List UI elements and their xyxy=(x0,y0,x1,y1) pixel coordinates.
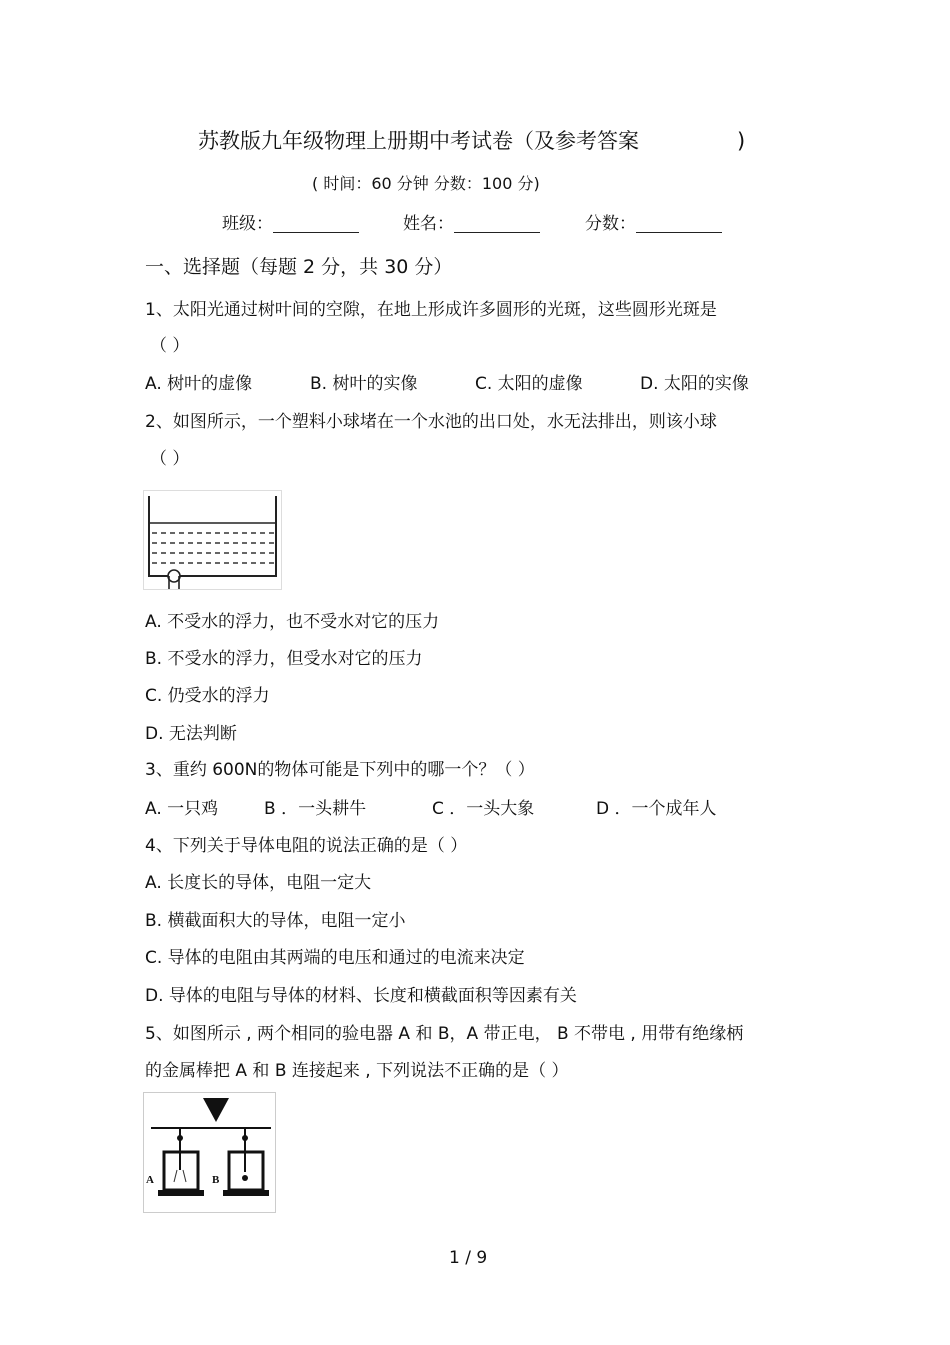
class-field xyxy=(222,214,359,233)
name-label: 姓名： xyxy=(403,214,454,234)
q1-option-b: B. 树叶的实像 xyxy=(310,374,418,394)
q3-option-d: D ．一个成年人 xyxy=(596,799,717,819)
water-tank-figure xyxy=(143,490,282,590)
q4-option-d: D. 导体的电阻与导体的材料、长度和横截面积等因素有关 xyxy=(145,986,577,1006)
electroscope-figure xyxy=(143,1092,276,1213)
q2-stem: 2、如图所示，一个塑料小球堵在一个水池的出口处，水无法排出，则该小球 xyxy=(145,412,717,432)
section-heading: 一、选择题（每题 2 分，共 30 分） xyxy=(145,256,453,278)
name-blank[interactable] xyxy=(454,214,540,233)
q1-option-c: C. 太阳的虚像 xyxy=(475,374,583,394)
q1-option-a: A. 树叶的虚像 xyxy=(145,374,253,394)
q3-stem: 3、重约 600N的物体可能是下列中的哪一个？（ ） xyxy=(145,760,535,780)
q2-option-b: B. 不受水的浮力，但受水对它的压力 xyxy=(145,649,423,669)
q4-option-a: A. 长度长的导体，电阻一定大 xyxy=(145,873,372,893)
q1-stem: 1、太阳光通过树叶间的空隙，在地上形成许多圆形的光斑，这些圆形光斑是 xyxy=(145,300,717,320)
class-blank[interactable] xyxy=(273,214,359,233)
score-field xyxy=(585,214,722,233)
q4-option-c: C. 导体的电阻由其两端的电压和通过的电流来决定 xyxy=(145,948,525,968)
q3-option-b: B ．一头耕牛 xyxy=(264,799,367,819)
q2-option-a: A. 不受水的浮力，也不受水对它的压力 xyxy=(145,612,440,632)
q2-option-c: C. 仍受水的浮力 xyxy=(145,686,270,706)
class-label: 班级： xyxy=(222,214,273,234)
q3-option-a: A. 一只鸡 xyxy=(145,799,219,819)
exam-info: ( 时间：60 分钟 分数：100 分) xyxy=(312,174,540,193)
score-blank[interactable] xyxy=(636,214,722,233)
q3-option-c: C ．一头大象 xyxy=(432,799,535,819)
name-field xyxy=(403,214,540,233)
label-a: A xyxy=(146,1174,154,1186)
page-title: 苏教版九年级物理上册期中考试卷（及参考答案 xyxy=(198,129,639,153)
q1-option-d: D. 太阳的实像 xyxy=(640,374,749,394)
label-b: B xyxy=(212,1174,220,1186)
q2-option-d: D. 无法判断 xyxy=(145,724,237,744)
q5-stem-line2: 的金属棒把 A 和 B 连接起来 , 下列说法不正确的是（ ） xyxy=(145,1061,569,1081)
q2-paren: （ ） xyxy=(150,449,190,469)
q4-stem: 4、下列关于导体电阻的说法正确的是（ ） xyxy=(145,836,468,856)
q1-paren: （ ） xyxy=(150,336,190,356)
q5-stem-line1: 5、如图所示 , 两个相同的验电器 A 和 B，A 带正电， B 不带电 , 用带有绝缘柄 xyxy=(145,1024,744,1044)
page-number: 1 / 9 xyxy=(449,1248,488,1268)
q4-option-b: B. 横截面积大的导体，电阻一定小 xyxy=(145,911,406,931)
page-title-close-paren: ) xyxy=(737,129,746,153)
score-label: 分数： xyxy=(585,214,636,234)
